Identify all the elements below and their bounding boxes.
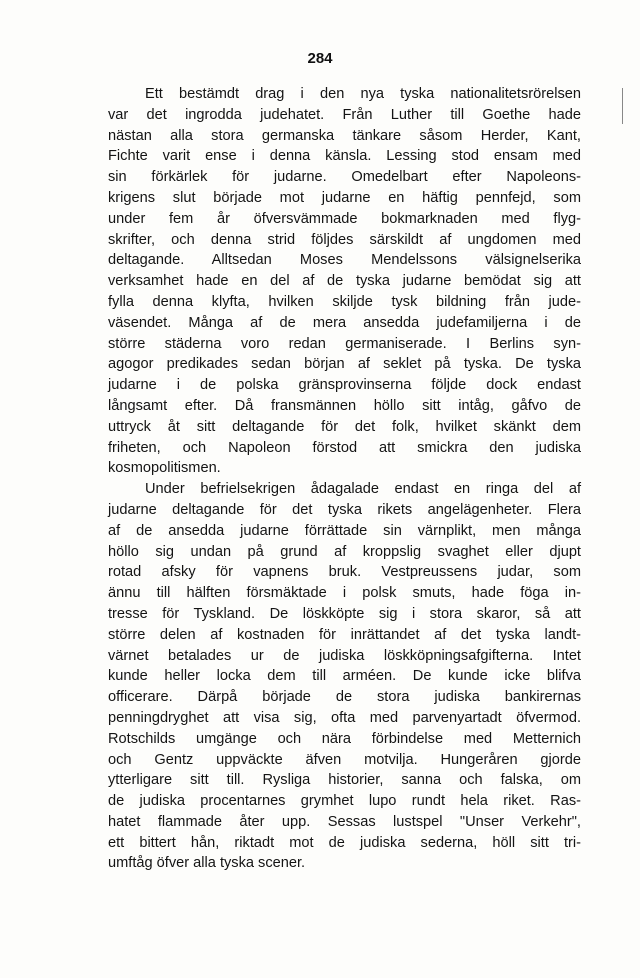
text-line: de judiska procentarnes grymhet lupo rundt hela riket. Ras- — [108, 793, 581, 810]
paragraph-2 — [108, 479, 581, 874]
text-line: sin förkärlek för judarne. Omedelbart efter Napoleons- — [108, 169, 581, 186]
text-line: värnet betalades ur de judiska löskköpningsafgifterna. Intet — [108, 647, 581, 664]
text-line: rotad afsky för vapnens bruk. Vestpreussens judar, som — [108, 564, 581, 581]
text-line: under fem år öfversvämmade bokmarknaden med flyg- — [108, 210, 581, 227]
text-line: väsendet. Många af de mera ansedda judefamiljerna i de — [108, 314, 581, 331]
text-line: friheten, och Napoleon förstod att smickra den judiska — [108, 439, 581, 456]
text-line: ett bittert hån, riktadt mot de judiska sederna, höll sitt tri- — [108, 834, 581, 851]
text-line: hatet flammade åter upp. Sessas lustspel "Unser Verkehr", — [108, 813, 581, 830]
text-line: verksamhet hade en del af de tyska judarne bemödat sig att — [108, 273, 581, 290]
text-line: ännu till hälften försmäktade i polsk smuts, hade föga in- — [108, 585, 581, 602]
text-line: Rotschilds umgänge och nära förbindelse med Metternich — [108, 730, 581, 747]
text-line: höllo sig undan på grund af kroppslig svaghet eller djupt — [108, 543, 581, 560]
margin-mark — [622, 88, 623, 124]
text-line: agogor predikades sedan början af seklet på tyska. De tyska — [108, 356, 581, 373]
text-line: skrifter, och denna strid följdes särskildt af ungdomen med — [108, 231, 581, 248]
text-line: uttryck åt sitt deltagande för det folk, hvilket skänkt dem — [108, 418, 581, 435]
text-line: var det ingrodda judehatet. Från Luther till Goethe hade — [108, 106, 581, 123]
text-line: judarne deltagande för det tyska rikets angelägenheter. Flera — [108, 501, 581, 518]
text-line: långsamt efter. Då fransmännen höllo sitt intåg, gåfvo de — [108, 397, 581, 414]
body-text — [108, 84, 581, 874]
text-line: Under befrielsekrigen ådagalade endast en ringa del af — [145, 481, 581, 498]
text-line: ytterligare sitt till. Rysliga historier, sanna och falska, om — [108, 772, 581, 789]
text-line: af de ansedda judarne förrättade sin värnplikt, men många — [108, 522, 581, 539]
text-line: judarne i de polska gränsprovinserna följde dock endast — [108, 377, 581, 394]
text-line: kosmopolitismen. — [108, 460, 221, 477]
text-line: fylla denna klyfta, hvilken skiljde tysk bildning från jude- — [108, 293, 581, 310]
text-line: kunde heller locka dem till arméen. De kunde icke blifva — [108, 668, 581, 685]
text-line: deltagande. Alltsedan Moses Mendelssons välsignelserika — [108, 252, 581, 269]
text-line: nästan alla stora germanska tänkare såsom Herder, Kant, — [108, 127, 581, 144]
text-line: officerare. Därpå började de stora judiska bankirernas — [108, 689, 581, 706]
text-line: större delen af kostnaden för inrättandet af det tyska landt- — [108, 626, 581, 643]
text-line: krigens slut började mot judarne en häftig pennfejd, som — [108, 189, 581, 206]
text-line: tresse för Tyskland. De löskköpte sig i stora skaror, så att — [108, 605, 581, 622]
text-line: penningdryghet att visa sig, ofta med parvenyartadt öfvermod. — [108, 709, 581, 726]
page-number: 284 — [307, 50, 333, 67]
paragraph-1 — [108, 84, 581, 479]
text-line: Ett bestämdt drag i den nya tyska nationalitetsrörelsen — [145, 86, 581, 102]
text-line: Fichte varit ense i denna känsla. Lessing stod ensam med — [108, 148, 581, 165]
text-line: och Gentz uppväckte äfven motvilja. Hungeråren gjorde — [108, 751, 581, 768]
text-line: umftåg öfver alla tyska scener. — [108, 855, 306, 872]
text-line: större städerna voro redan germaniserade. I Berlins syn- — [108, 335, 581, 352]
